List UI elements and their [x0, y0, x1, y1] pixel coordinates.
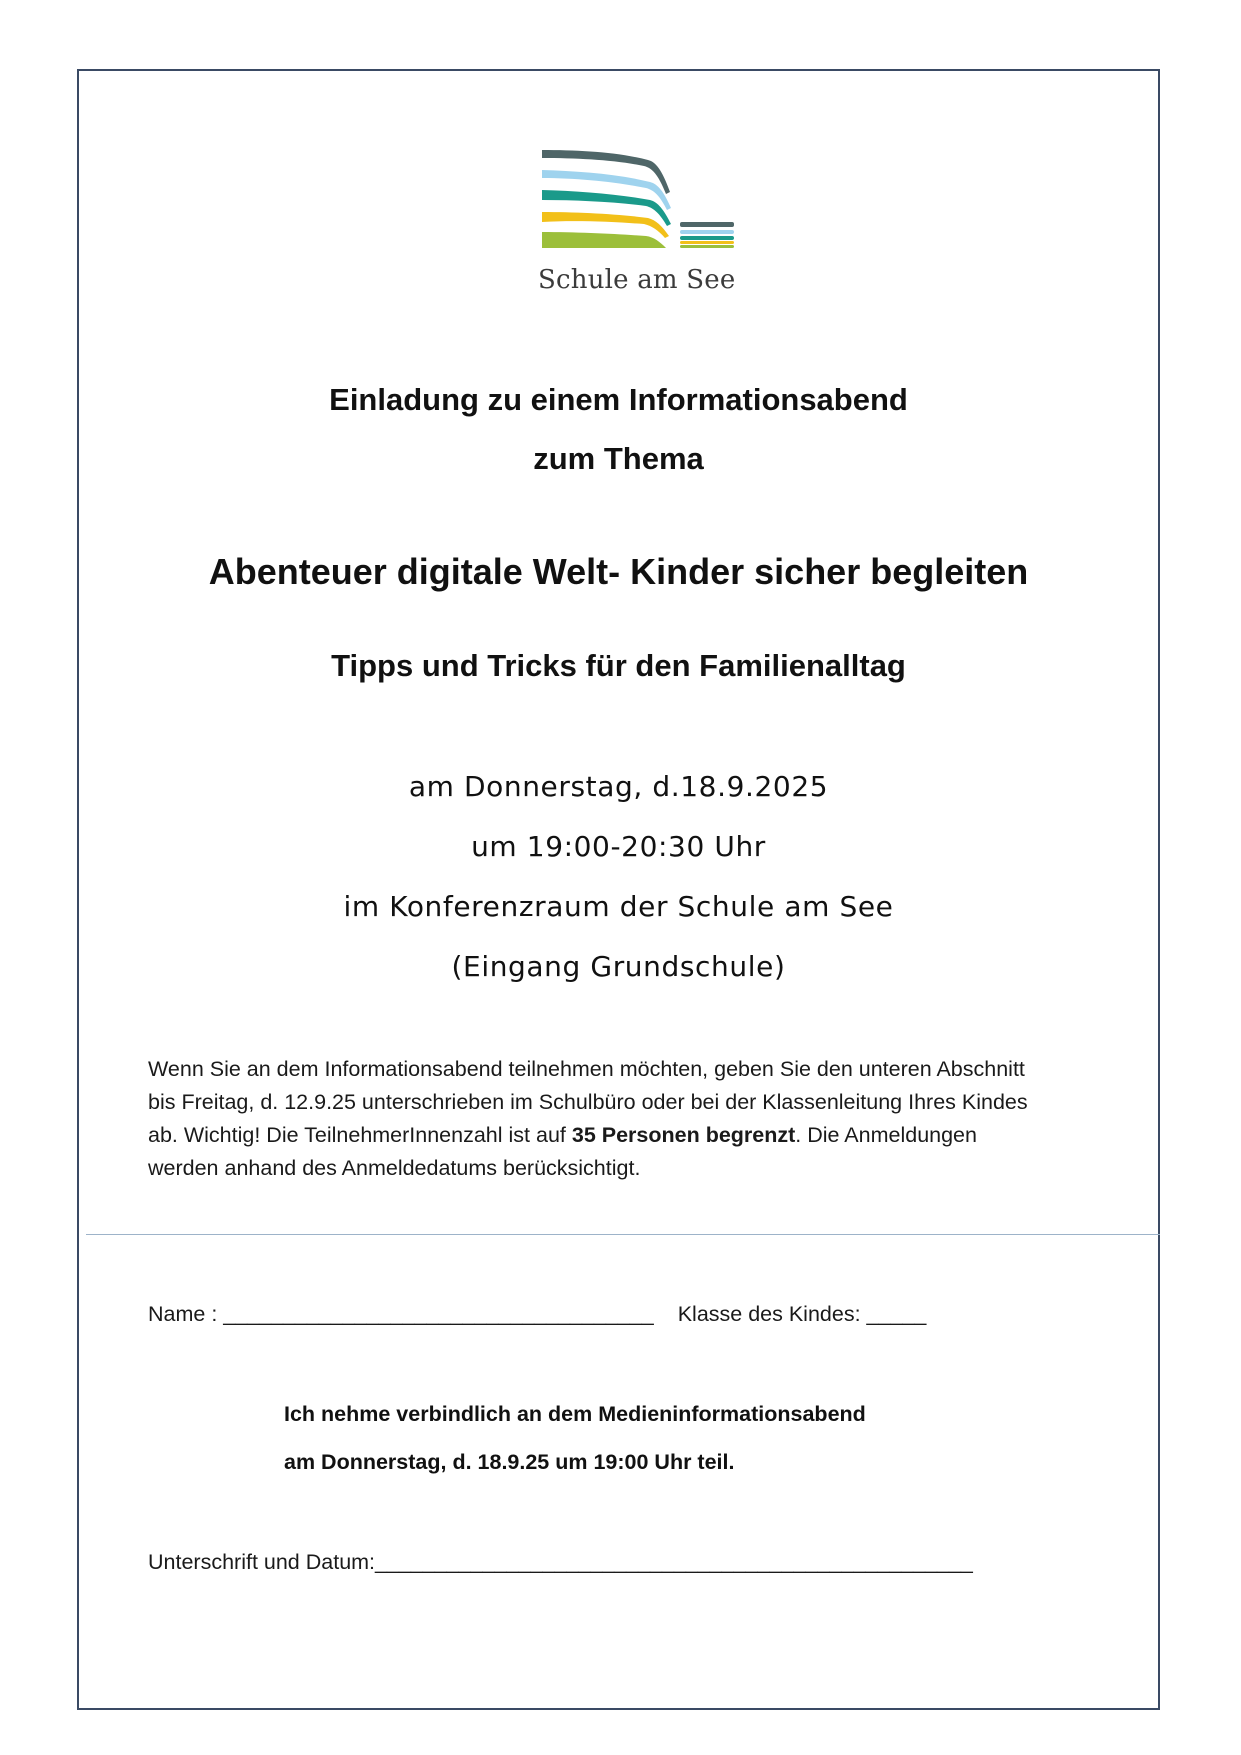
- event-date: am Donnerstag, d.18.9.2025: [408, 770, 829, 803]
- event-entrance: (Eingang Grundschule): [451, 950, 786, 983]
- invitation-heading: Einladung zu einem Informationsabend: [329, 382, 908, 417]
- notice-line: Wenn Sie an dem Informationsabend teilnehmen möchten, geben Sie den unteren Abschnitt: [148, 1057, 1025, 1081]
- logo-school-name: Schule am See: [538, 265, 736, 295]
- notice-line: [148, 1119, 1098, 1152]
- confirmation-text: Ich nehme verbindlich an dem Medieninformationsabend: [284, 1402, 866, 1426]
- confirmation-date: am Donnerstag, d. 18.9.25 um 19:00 Uhr teil.: [284, 1450, 735, 1474]
- name-field-row: [148, 1302, 926, 1327]
- class-field[interactable]: Klasse des Kindes: _____: [677, 1302, 927, 1326]
- event-subtitle: Tipps und Tricks für den Familienalltag: [331, 648, 906, 683]
- notice-line: bis Freitag, d. 12.9.25 unterschrieben im Schulbüro oder bei der Klassenleitung Ihres Kindes: [148, 1090, 1028, 1114]
- invitation-topic-label: zum Thema: [533, 441, 704, 476]
- notice-text: . Die Anmeldungen: [795, 1123, 977, 1147]
- event-location: im Konferenzraum der Schule am See: [343, 890, 894, 923]
- cut-line-divider: [86, 1234, 1160, 1235]
- name-field[interactable]: Name : ____________________________________: [148, 1302, 654, 1326]
- school-logo: [538, 144, 738, 295]
- school-logo-icon: [538, 144, 738, 254]
- signature-field[interactable]: Unterschrift und Datum:__________________________________________________: [148, 1550, 973, 1574]
- notice-line: werden anhand des Anmeldedatums berücksichtigt.: [148, 1156, 641, 1180]
- participant-limit: 35 Personen begrenzt: [571, 1123, 796, 1147]
- event-time: um 19:00-20:30 Uhr: [471, 830, 766, 863]
- registration-notice: [148, 1053, 1098, 1185]
- event-title: Abenteuer digitale Welt- Kinder sicher begleiten: [208, 551, 1029, 592]
- notice-text: ab. Wichtig! Die TeilnehmerInnenzahl ist auf: [148, 1123, 572, 1147]
